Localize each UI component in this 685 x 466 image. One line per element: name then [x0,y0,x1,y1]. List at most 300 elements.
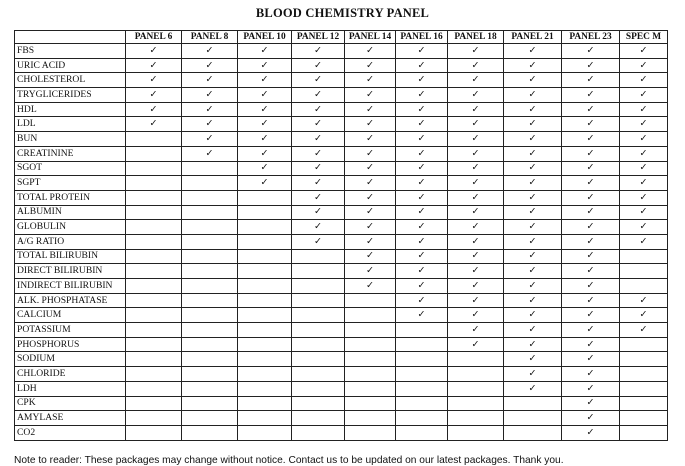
test-name: URIC ACID [15,58,126,73]
check-mark-icon: ✓ [345,132,396,147]
empty-cell [126,381,182,396]
empty-cell [620,279,668,294]
check-mark-icon: ✓ [292,132,345,147]
check-mark-icon: ✓ [345,88,396,103]
empty-cell [620,396,668,411]
empty-cell [292,279,345,294]
check-mark-icon: ✓ [562,308,620,323]
empty-cell [345,425,396,440]
empty-cell [292,396,345,411]
test-name: DIRECT BILIRUBIN [15,264,126,279]
check-mark-icon: ✓ [620,293,668,308]
check-mark-icon: ✓ [504,58,562,73]
table-row [15,220,668,235]
table-row [15,117,668,132]
check-mark-icon: ✓ [562,205,620,220]
test-name: BUN [15,132,126,147]
check-mark-icon: ✓ [292,190,345,205]
check-mark-icon: ✓ [126,88,182,103]
check-mark-icon: ✓ [396,234,448,249]
empty-cell [126,249,182,264]
check-mark-icon: ✓ [345,117,396,132]
empty-cell [126,176,182,191]
check-mark-icon: ✓ [238,117,292,132]
check-mark-icon: ✓ [620,161,668,176]
check-mark-icon: ✓ [448,205,504,220]
check-mark-icon: ✓ [620,88,668,103]
empty-cell [345,411,396,426]
empty-cell [620,367,668,382]
check-mark-icon: ✓ [238,161,292,176]
check-mark-icon: ✓ [562,249,620,264]
check-mark-icon: ✓ [182,88,238,103]
empty-cell [182,279,238,294]
check-mark-icon: ✓ [182,132,238,147]
table-row [15,234,668,249]
check-mark-icon: ✓ [345,220,396,235]
empty-cell [182,190,238,205]
check-mark-icon: ✓ [562,279,620,294]
empty-cell [238,190,292,205]
check-mark-icon: ✓ [504,88,562,103]
check-mark-icon: ✓ [504,190,562,205]
check-mark-icon: ✓ [562,176,620,191]
check-mark-icon: ✓ [182,146,238,161]
check-mark-icon: ✓ [448,293,504,308]
empty-cell [345,323,396,338]
empty-cell [620,425,668,440]
check-mark-icon: ✓ [620,146,668,161]
check-mark-icon: ✓ [620,205,668,220]
empty-cell [345,396,396,411]
empty-cell [620,352,668,367]
check-mark-icon: ✓ [620,308,668,323]
check-mark-icon: ✓ [504,73,562,88]
empty-cell [238,381,292,396]
check-mark-icon: ✓ [182,117,238,132]
check-mark-icon: ✓ [448,220,504,235]
table-row [15,102,668,117]
check-mark-icon: ✓ [448,234,504,249]
empty-cell [182,323,238,338]
check-mark-icon: ✓ [292,44,345,59]
note-to-reader: Note to reader: These packages may change without notice. Contact us to be updated on our latest packages. Thank you. [14,455,564,466]
check-mark-icon: ✓ [448,58,504,73]
check-mark-icon: ✓ [292,88,345,103]
check-mark-icon: ✓ [238,176,292,191]
table-row [15,381,668,396]
check-mark-icon: ✓ [504,323,562,338]
empty-cell [182,205,238,220]
check-mark-icon: ✓ [182,73,238,88]
table-row [15,279,668,294]
check-mark-icon: ✓ [620,102,668,117]
empty-cell [126,308,182,323]
empty-cell [126,146,182,161]
check-mark-icon: ✓ [562,425,620,440]
check-mark-icon: ✓ [182,58,238,73]
table-row [15,176,668,191]
check-mark-icon: ✓ [448,337,504,352]
empty-cell [238,425,292,440]
check-mark-icon: ✓ [504,381,562,396]
check-mark-icon: ✓ [292,73,345,88]
table-row [15,190,668,205]
empty-cell [292,425,345,440]
check-mark-icon: ✓ [562,190,620,205]
test-name: LDH [15,381,126,396]
check-mark-icon: ✓ [345,176,396,191]
check-mark-icon: ✓ [504,117,562,132]
check-mark-icon: ✓ [448,279,504,294]
empty-cell [238,308,292,323]
check-mark-icon: ✓ [562,411,620,426]
empty-cell [182,425,238,440]
test-name: FBS [15,44,126,59]
check-mark-icon: ✓ [504,308,562,323]
empty-cell [126,337,182,352]
empty-cell [238,323,292,338]
table-row [15,337,668,352]
empty-cell [126,132,182,147]
check-mark-icon: ✓ [292,58,345,73]
empty-cell [182,176,238,191]
check-mark-icon: ✓ [504,132,562,147]
empty-cell [182,367,238,382]
table-body [15,44,668,441]
blood-chemistry-table [14,30,668,441]
test-name: GLOBULIN [15,220,126,235]
empty-cell [345,367,396,382]
check-mark-icon: ✓ [504,249,562,264]
check-mark-icon: ✓ [238,58,292,73]
empty-cell [182,337,238,352]
empty-cell [504,396,562,411]
empty-cell [182,234,238,249]
check-mark-icon: ✓ [562,73,620,88]
empty-cell [182,264,238,279]
check-mark-icon: ✓ [182,44,238,59]
check-mark-icon: ✓ [345,161,396,176]
check-mark-icon: ✓ [292,102,345,117]
check-mark-icon: ✓ [396,190,448,205]
check-mark-icon: ✓ [562,58,620,73]
check-mark-icon: ✓ [396,220,448,235]
check-mark-icon: ✓ [620,323,668,338]
test-name: TOTAL PROTEIN [15,190,126,205]
test-name: CREATININE [15,146,126,161]
empty-cell [396,352,448,367]
check-mark-icon: ✓ [620,234,668,249]
empty-cell [345,337,396,352]
empty-cell [126,190,182,205]
check-mark-icon: ✓ [396,249,448,264]
table-row [15,249,668,264]
check-mark-icon: ✓ [396,205,448,220]
empty-cell [504,425,562,440]
empty-cell [292,293,345,308]
check-mark-icon: ✓ [345,102,396,117]
empty-cell [182,293,238,308]
test-name: ALBUMIN [15,205,126,220]
check-mark-icon: ✓ [448,73,504,88]
test-name: SODIUM [15,352,126,367]
empty-cell [238,220,292,235]
check-mark-icon: ✓ [396,88,448,103]
check-mark-icon: ✓ [345,146,396,161]
check-mark-icon: ✓ [504,44,562,59]
check-mark-icon: ✓ [620,190,668,205]
table-row [15,425,668,440]
check-mark-icon: ✓ [448,102,504,117]
test-name: CHLORIDE [15,367,126,382]
check-mark-icon: ✓ [126,44,182,59]
table-row [15,352,668,367]
empty-cell [182,249,238,264]
check-mark-icon: ✓ [562,220,620,235]
column-header: PANEL 21 [504,31,562,44]
check-mark-icon: ✓ [562,396,620,411]
check-mark-icon: ✓ [620,73,668,88]
empty-cell [238,396,292,411]
empty-cell [182,396,238,411]
empty-cell [292,411,345,426]
check-mark-icon: ✓ [504,352,562,367]
check-mark-icon: ✓ [345,249,396,264]
check-mark-icon: ✓ [448,44,504,59]
empty-cell [238,249,292,264]
check-mark-icon: ✓ [562,161,620,176]
check-mark-icon: ✓ [448,308,504,323]
table-row [15,205,668,220]
empty-cell [292,352,345,367]
test-name: CHOLESTEROL [15,73,126,88]
empty-cell [292,367,345,382]
check-mark-icon: ✓ [396,161,448,176]
test-name: CO2 [15,425,126,440]
test-name: A/G RATIO [15,234,126,249]
empty-cell [182,161,238,176]
check-mark-icon: ✓ [504,367,562,382]
empty-cell [396,381,448,396]
check-mark-icon: ✓ [562,132,620,147]
empty-cell [126,264,182,279]
empty-cell [238,293,292,308]
check-mark-icon: ✓ [396,264,448,279]
check-mark-icon: ✓ [620,58,668,73]
check-mark-icon: ✓ [345,234,396,249]
table-row [15,323,668,338]
test-name: SGOT [15,161,126,176]
test-name: INDIRECT BILIRUBIN [15,279,126,294]
empty-cell [345,308,396,323]
check-mark-icon: ✓ [562,117,620,132]
empty-cell [448,396,504,411]
empty-cell [448,367,504,382]
check-mark-icon: ✓ [396,308,448,323]
check-mark-icon: ✓ [504,279,562,294]
check-mark-icon: ✓ [504,234,562,249]
check-mark-icon: ✓ [292,234,345,249]
empty-cell [345,352,396,367]
check-mark-icon: ✓ [504,161,562,176]
empty-cell [292,308,345,323]
table-row [15,411,668,426]
test-name: TRYGLICERIDES [15,88,126,103]
table-row [15,293,668,308]
empty-cell [292,249,345,264]
empty-cell [345,293,396,308]
test-name: ALK. PHOSPHATASE [15,293,126,308]
test-name: TOTAL BILIRUBIN [15,249,126,264]
check-mark-icon: ✓ [396,44,448,59]
check-mark-icon: ✓ [345,279,396,294]
column-header: PANEL 14 [345,31,396,44]
check-mark-icon: ✓ [620,220,668,235]
empty-cell [292,337,345,352]
check-mark-icon: ✓ [396,293,448,308]
test-name: HDL [15,102,126,117]
table-row [15,58,668,73]
check-mark-icon: ✓ [562,367,620,382]
empty-cell [238,411,292,426]
check-mark-icon: ✓ [292,220,345,235]
empty-cell [126,323,182,338]
test-name: CALCIUM [15,308,126,323]
table-row [15,146,668,161]
test-name: SGPT [15,176,126,191]
empty-cell [238,205,292,220]
empty-cell [396,323,448,338]
check-mark-icon: ✓ [126,102,182,117]
check-mark-icon: ✓ [396,279,448,294]
check-mark-icon: ✓ [448,132,504,147]
check-mark-icon: ✓ [345,44,396,59]
empty-cell [396,396,448,411]
check-mark-icon: ✓ [448,190,504,205]
test-name: AMYLASE [15,411,126,426]
empty-cell [238,279,292,294]
empty-cell [448,425,504,440]
check-mark-icon: ✓ [620,44,668,59]
column-header: PANEL 6 [126,31,182,44]
check-mark-icon: ✓ [620,117,668,132]
empty-cell [126,205,182,220]
empty-cell [238,234,292,249]
check-mark-icon: ✓ [126,117,182,132]
check-mark-icon: ✓ [448,161,504,176]
column-header: SPEC M [620,31,668,44]
check-mark-icon: ✓ [292,176,345,191]
check-mark-icon: ✓ [448,146,504,161]
empty-cell [126,279,182,294]
check-mark-icon: ✓ [345,205,396,220]
check-mark-icon: ✓ [562,352,620,367]
empty-cell [126,220,182,235]
column-header: PANEL 16 [396,31,448,44]
table-row [15,132,668,147]
empty-cell [126,396,182,411]
column-header: PANEL 23 [562,31,620,44]
column-header: PANEL 8 [182,31,238,44]
empty-cell [620,264,668,279]
table-row [15,44,668,59]
check-mark-icon: ✓ [504,264,562,279]
check-mark-icon: ✓ [182,102,238,117]
check-mark-icon: ✓ [292,117,345,132]
empty-cell [345,381,396,396]
check-mark-icon: ✓ [448,117,504,132]
empty-cell [396,337,448,352]
empty-cell [396,425,448,440]
check-mark-icon: ✓ [562,381,620,396]
check-mark-icon: ✓ [562,234,620,249]
empty-cell [182,381,238,396]
check-mark-icon: ✓ [238,102,292,117]
check-mark-icon: ✓ [562,264,620,279]
check-mark-icon: ✓ [238,88,292,103]
empty-cell [126,352,182,367]
empty-cell [182,352,238,367]
column-header: PANEL 18 [448,31,504,44]
empty-cell [396,367,448,382]
empty-cell [238,264,292,279]
empty-cell [504,411,562,426]
check-mark-icon: ✓ [126,73,182,88]
empty-cell [126,411,182,426]
check-mark-icon: ✓ [562,88,620,103]
check-mark-icon: ✓ [448,264,504,279]
check-mark-icon: ✓ [562,44,620,59]
empty-cell [448,381,504,396]
check-mark-icon: ✓ [238,132,292,147]
empty-cell [182,411,238,426]
table-row [15,88,668,103]
check-mark-icon: ✓ [620,176,668,191]
check-mark-icon: ✓ [504,146,562,161]
table-row [15,161,668,176]
empty-cell [292,264,345,279]
column-header: PANEL 12 [292,31,345,44]
check-mark-icon: ✓ [448,88,504,103]
check-mark-icon: ✓ [345,73,396,88]
empty-cell [620,381,668,396]
empty-cell [620,337,668,352]
empty-cell [448,411,504,426]
empty-cell [126,293,182,308]
check-mark-icon: ✓ [396,58,448,73]
test-name: LDL [15,117,126,132]
empty-cell [126,234,182,249]
check-mark-icon: ✓ [562,337,620,352]
check-mark-icon: ✓ [292,205,345,220]
column-header: PANEL 10 [238,31,292,44]
empty-cell [292,381,345,396]
check-mark-icon: ✓ [396,117,448,132]
empty-cell [292,323,345,338]
empty-cell [182,220,238,235]
check-mark-icon: ✓ [562,293,620,308]
test-name: CPK [15,396,126,411]
table-row [15,264,668,279]
check-mark-icon: ✓ [396,102,448,117]
empty-cell [238,352,292,367]
table-row [15,73,668,88]
empty-cell [238,337,292,352]
empty-cell [396,411,448,426]
empty-cell [182,308,238,323]
check-mark-icon: ✓ [562,323,620,338]
